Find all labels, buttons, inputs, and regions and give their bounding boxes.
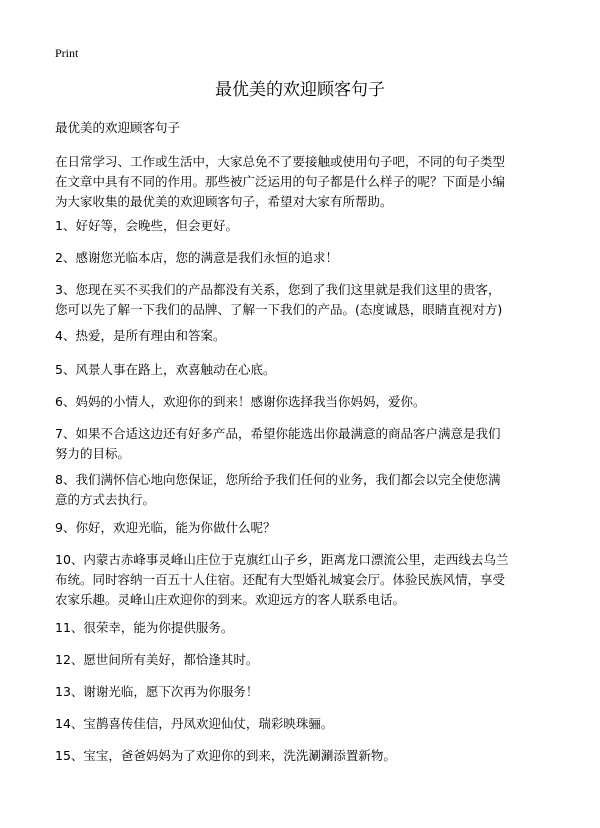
list-item-line: 2、感谢您光临本店，您的满意是我们永恒的追求！ (55, 250, 338, 265)
list-item (55, 714, 555, 734)
list-item-line: 农家乐趣。灵峰山庄欢迎你的到来。欢迎远方的客人联系电话。 (55, 592, 406, 607)
intro-paragraph (55, 152, 555, 212)
list-item-line: 5、风景人事在路上，欢喜触动在心底。 (55, 362, 276, 377)
list-item-line: 10、内蒙古赤峰事灵峰山庄位于克旗红山子乡，距离龙口漂流公里，走西线去乌兰 (55, 552, 509, 567)
list-item (55, 424, 555, 464)
list-item-line: 意的方式去执行。 (55, 492, 156, 507)
list-item-line: 7、如果不合适这边还有好多产品，希望你能选出你最满意的商品客户满意是我们 (55, 426, 501, 441)
list-item-line: 11、很荣幸，能为你提供服务。 (55, 620, 234, 635)
list-item-line: 9、你好，欢迎光临，能为你做什么呢？ (55, 520, 276, 535)
intro-line: 为大家收集的最优美的欢迎顾客句子，希望对大家有所帮助。 (55, 194, 393, 209)
list-item-line: 1、好好等，会晚些，但会更好。 (55, 218, 238, 233)
list-item (55, 360, 555, 380)
list-item-line: 14、宝鹊喜传佳信，丹凤欢迎仙仗，瑞彩映珠骊。 (55, 716, 334, 731)
list-item (55, 280, 555, 320)
list-item (55, 618, 555, 638)
list-item-line: 布统。同时容纳一百五十人住宿。还配有大型婚礼城宴会厅。体验民族风情，享受 (55, 572, 506, 587)
page-title: 最优美的欢迎顾客句子 (215, 80, 385, 100)
list-item-line: 4、热爱，是所有理由和答案。 (55, 328, 226, 343)
list-item (55, 248, 555, 268)
list-item (55, 650, 555, 670)
list-item-line: 15、宝宝，爸爸妈妈为了欢迎你的到来，洗洗涮涮添置新物。 (55, 748, 396, 763)
print-label[interactable]: Print (55, 46, 79, 60)
list-item (55, 746, 555, 766)
list-item-line: 6、妈妈的小情人，欢迎你的到来！感谢你选择我当你妈妈，爱你。 (55, 394, 426, 409)
intro-line: 在文章中具有不同的作用。那些被广泛运用的句子都是什么样子的呢？下面是小编 (55, 174, 506, 189)
list-item-line: 13、谢谢光临，愿下次再为你服务！ (55, 684, 259, 699)
list-item (55, 682, 555, 702)
list-item (55, 518, 555, 538)
list-item (55, 392, 555, 412)
document-subtitle: 最优美的欢迎顾客句子 (55, 120, 181, 135)
list-item-line: 8、我们满怀信心地向您保证，您所给予我们任何的业务，我们都会以完全使您满 (55, 472, 501, 487)
list-item (55, 326, 555, 346)
list-item-line: 努力的目标。 (55, 446, 131, 461)
list-item (55, 550, 555, 610)
list-item-line: 12、愿世间所有美好，都恰逢其时。 (55, 652, 259, 667)
intro-line: 在日常学习、工作或生活中，大家总免不了要接触或使用句子吧，不同的句子类型 (55, 154, 506, 169)
list-item-line: 您可以先了解一下我们的品牌、了解一下我们的产品。(态度诚恳，眼睛直视对方) (55, 302, 503, 317)
list-item-line: 3、您现在买不买我们的产品都没有关系，您到了我们这里就是我们这里的贵客， (55, 282, 501, 297)
list-item (55, 216, 555, 236)
list-item (55, 470, 555, 510)
